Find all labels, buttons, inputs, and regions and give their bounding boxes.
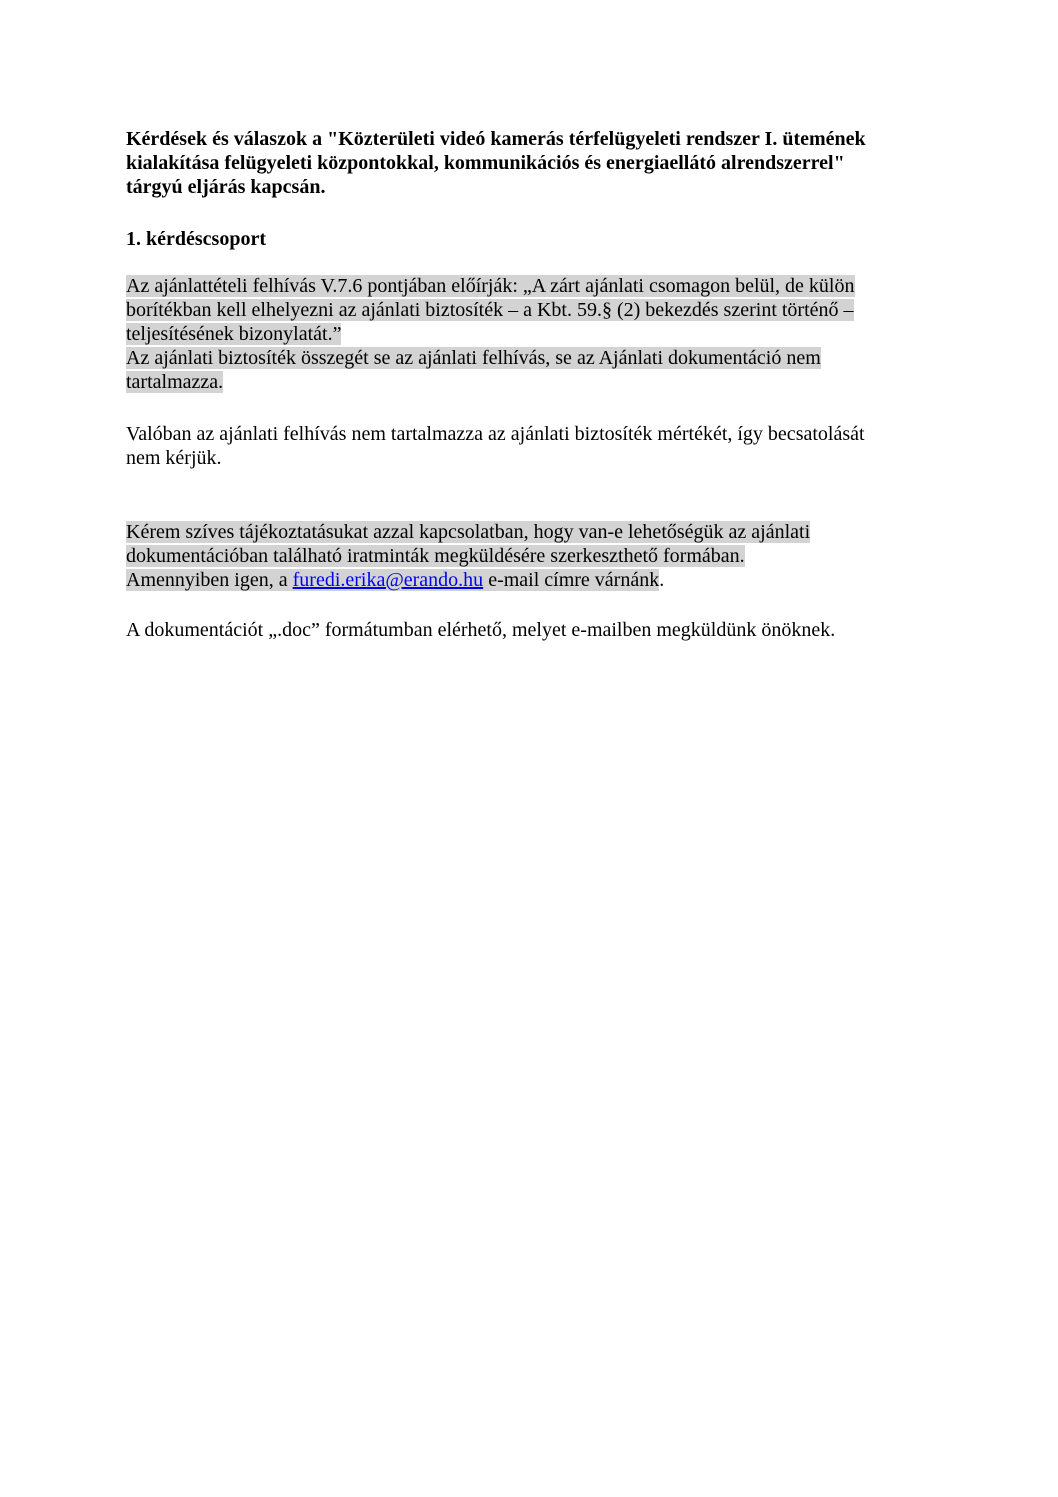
answer2-line: A dokumentációt „.doc” formátumban elérhető, melyet e-mailben megküldünk önöknek. [126,619,836,641]
question1-line [126,274,855,298]
document-title-line-2: kialakítása felügyeleti központokkal, kommunikációs és energiaellátó alrendszerrel" [126,152,845,174]
question2-text: dokumentációban található iratminták megküldésére szerkeszthető formában. [126,545,745,567]
question1-text: Az ajánlati biztosíték összegét se az ajánlati felhívás, se az Ajánlati dokumentáció nem [126,347,821,369]
question2-last-line [126,568,664,592]
question1-line [126,346,821,370]
answer1-line-2: nem kérjük. [126,447,222,469]
question1-line [126,298,854,322]
question1-line [126,370,223,394]
question2-line [126,544,745,568]
document-title-line-1: Kérdések és válaszok a "Közterületi videó kamerás térfelügyeleti rendszer I. ütemének [126,128,866,150]
question1-text: borítékban kell elhelyezni az ajánlati biztosíték – a Kbt. 59.§ (2) bekezdés szerint történő – [126,299,854,321]
question2-end: . [659,569,665,591]
email-link[interactable]: furedi.erika@erando.hu [292,569,484,591]
question1-text: teljesítésének bizonylatát.” [126,323,342,345]
question1-text: tartalmazza. [126,371,224,393]
question2-highlighted-segment [126,569,659,591]
question2-before-link: Amennyiben igen, a [126,569,293,591]
section-heading: 1. kérdéscsoport [126,228,266,250]
question2-after-link: e-mail címre várnánk [483,569,660,591]
question2-line [126,520,810,544]
document-title-line-3: tárgyú eljárás kapcsán. [126,176,326,198]
answer1-line-1: Valóban az ajánlati felhívás nem tartalmazza az ajánlati biztosíték mértékét, így becsatolását [126,423,865,445]
question1-text: Az ajánlattételi felhívás V.7.6 pontjában előírják: „A zárt ajánlati csomagon belül, de külön [126,275,855,297]
question2-text: Kérem szíves tájékoztatásukat azzal kapcsolatban, hogy van-e lehetőségük az ajánlati [126,521,811,543]
question1-line [126,322,341,346]
